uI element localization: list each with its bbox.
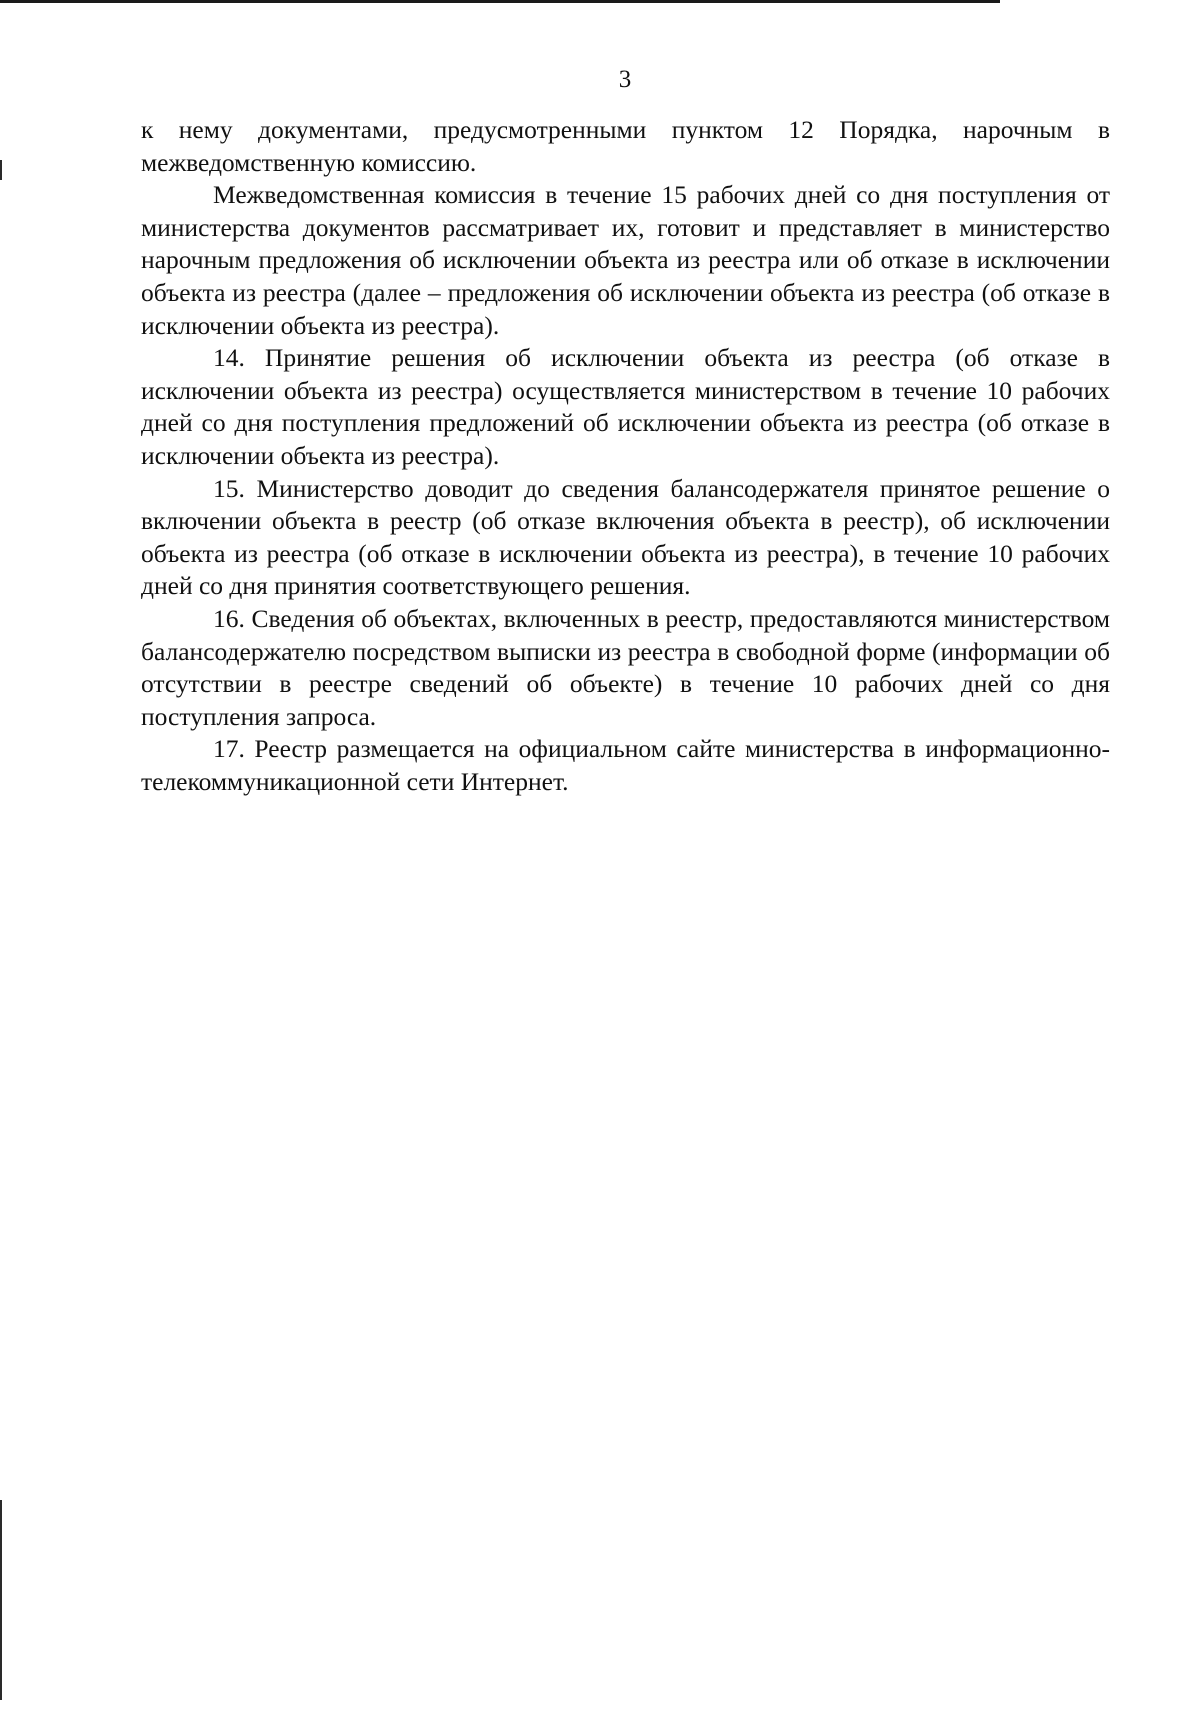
paragraph-commission: Межведомственная комиссия в течение 15 рабочих дней со дня поступления от министерства документов рассматривает их, готовит и представляет в министерство нарочным предложения об исключении объекта из реестра или об отказе в исключении объекта из реестра (далее – предложения об исключении объекта из реестра (об отказе в исключении объекта из реестра). bbox=[141, 180, 1110, 340]
paragraph-item-14: 14. Принятие решения об исключении объекта из реестра (об отказе в исключении объекта из реестра) осуществляется министерством в течение 10 рабочих дней со дня поступления предложений об исключении объекта из реестра (об отказе в исключении объекта из реестра). bbox=[141, 343, 1110, 470]
paragraph-continuation: к нему документами, предусмотренными пунктом 12 Порядка, нарочным в межведомственную комиссию. bbox=[141, 115, 1110, 177]
paragraph-item-17: 17. Реестр размещается на официальном сайте министерства в информационно-телекоммуникационной сети Интернет. bbox=[141, 734, 1110, 796]
scan-edge-mark bbox=[0, 160, 2, 180]
top-scan-border bbox=[0, 0, 1000, 3]
scan-edge-mark bbox=[0, 1500, 2, 1700]
page-number: 3 bbox=[618, 66, 632, 93]
document-body bbox=[141, 114, 1110, 798]
paragraph-item-15: 15. Министерство доводит до сведения балансодержателя принятое решение о включении объекта в реестр (об отказе включения объекта в реестр), об исключении объекта из реестра (об отказе в исключении объекта из реестра), в течение 10 рабочих дней со дня принятия соответствующего решения. bbox=[141, 473, 1110, 601]
paragraph-item-16: 16. Сведения об объектах, включенных в реестр, предоставляются министерством балансодержателю посредством выписки из реестра в свободной форме (информации об отсутствии в реестре сведений об объекте) в течение 10 рабочих дней со дня поступления запроса. bbox=[141, 603, 1110, 731]
